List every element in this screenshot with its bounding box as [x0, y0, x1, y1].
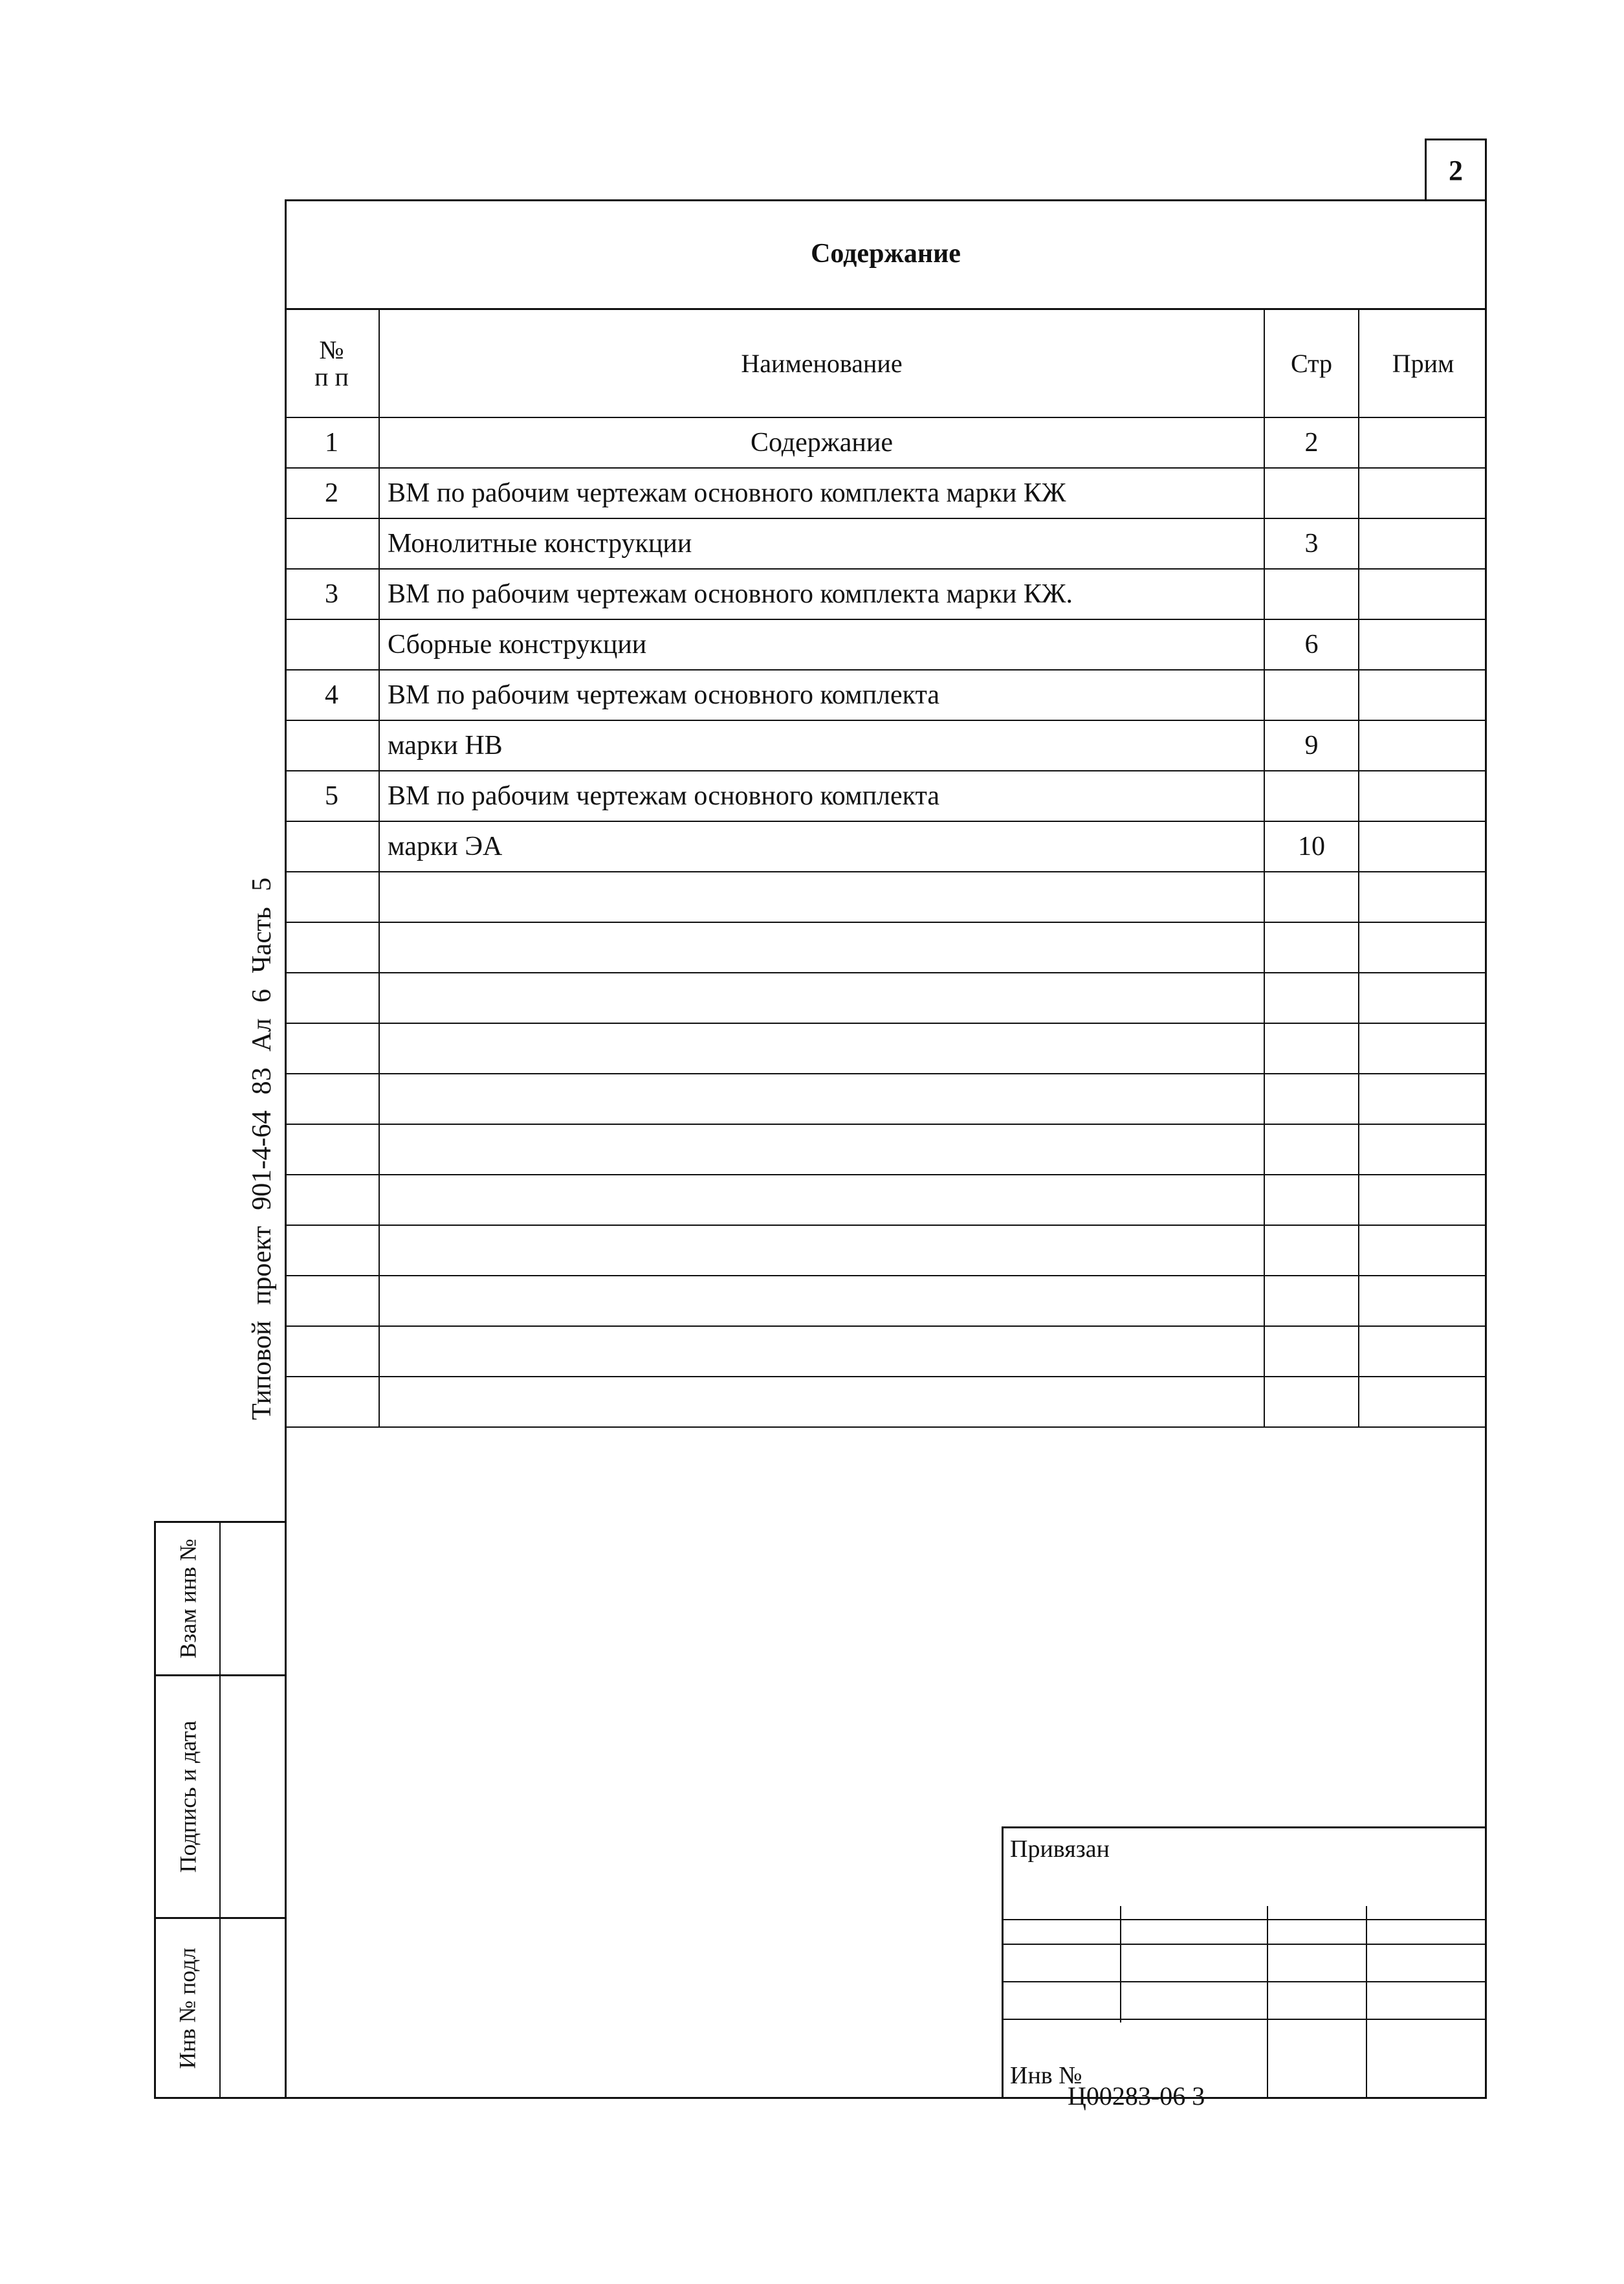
- stamp-inv-podl-value: [219, 1919, 285, 2097]
- binding-rule: [1120, 1906, 1121, 2023]
- row-page: [1264, 1023, 1359, 1074]
- row-note: [1359, 1124, 1487, 1175]
- header-name: Наименование: [379, 310, 1264, 417]
- row-num: [285, 1124, 379, 1175]
- binding-rule: [1004, 1944, 1487, 1945]
- table-row: [285, 922, 1487, 973]
- row-name: [379, 1225, 1264, 1276]
- row-num: [285, 1377, 379, 1427]
- row-page: [1264, 973, 1359, 1023]
- row-num: [285, 872, 379, 922]
- stamp-signature: [154, 1676, 285, 1919]
- table-row: [285, 821, 1487, 872]
- binding-attached: Привязан: [1004, 1828, 1487, 1920]
- row-name: [379, 973, 1264, 1023]
- row-note: [1359, 720, 1487, 771]
- row-num: 3: [285, 569, 379, 619]
- row-name: [379, 1175, 1264, 1225]
- table-header-row: [285, 310, 1487, 417]
- binding-rule: [1267, 1906, 1268, 2099]
- row-page: [1264, 771, 1359, 821]
- stamp-inv-podl: [154, 1917, 285, 2099]
- binding-inv: Инв №: [1010, 2062, 1082, 2089]
- row-page: [1264, 922, 1359, 973]
- row-note: [1359, 973, 1487, 1023]
- row-note: [1359, 771, 1487, 821]
- binding-rule: [1004, 1981, 1487, 1982]
- row-note: [1359, 821, 1487, 872]
- table-row: [285, 1276, 1487, 1326]
- row-num: [285, 821, 379, 872]
- row-note: [1359, 1276, 1487, 1326]
- header-note: Прим: [1359, 310, 1487, 417]
- row-note: [1359, 670, 1487, 720]
- row-num: [285, 720, 379, 771]
- stamp-vzam-inv-value: [219, 1523, 285, 1674]
- header-num-symbol: №: [319, 335, 344, 364]
- row-note: [1359, 1074, 1487, 1124]
- row-page: 9: [1264, 720, 1359, 771]
- row-page: 3: [1264, 518, 1359, 569]
- table-row: [285, 1124, 1487, 1175]
- stamp-vzam-inv-label-cell: [156, 1523, 221, 1674]
- row-num: [285, 518, 379, 569]
- table-row: [285, 872, 1487, 922]
- row-page: [1264, 872, 1359, 922]
- table-row: [285, 771, 1487, 821]
- row-name: [379, 922, 1264, 973]
- row-name: ВМ по рабочим чертежам основного комплекта марки КЖ: [379, 468, 1264, 518]
- header-num: [285, 310, 379, 417]
- row-page: [1264, 1326, 1359, 1377]
- row-name: Содержание: [379, 417, 1264, 468]
- row-note: [1359, 1225, 1487, 1276]
- row-num: [285, 1225, 379, 1276]
- stamp-signature-label-cell: [156, 1676, 221, 1917]
- row-num: 2: [285, 468, 379, 518]
- table-row: [285, 670, 1487, 720]
- table-row: [285, 518, 1487, 569]
- table-body: [285, 417, 1487, 1427]
- row-num: [285, 619, 379, 670]
- row-num: [285, 1276, 379, 1326]
- row-page: [1264, 1074, 1359, 1124]
- table-row: [285, 1225, 1487, 1276]
- row-name: ВМ по рабочим чертежам основного комплекта: [379, 771, 1264, 821]
- row-note: [1359, 1326, 1487, 1377]
- row-note: [1359, 619, 1487, 670]
- row-num: [285, 1175, 379, 1225]
- table-row: [285, 619, 1487, 670]
- row-note: [1359, 468, 1487, 518]
- stamp-signature-value: [219, 1676, 285, 1917]
- row-page: [1264, 1124, 1359, 1175]
- row-page: [1264, 468, 1359, 518]
- binding-rule: [1004, 2019, 1487, 2020]
- table-row: [285, 1326, 1487, 1377]
- row-note: [1359, 1377, 1487, 1427]
- sheet-number: 2: [1425, 139, 1487, 201]
- row-note: [1359, 518, 1487, 569]
- row-name: ВМ по рабочим чертежам основного комплекта марки КЖ.: [379, 569, 1264, 619]
- row-note: [1359, 922, 1487, 973]
- contents-title: Содержание: [285, 199, 1487, 310]
- header-num-abbr: п п: [314, 362, 349, 392]
- table-row: [285, 1175, 1487, 1225]
- stamp-vzam-inv: [154, 1521, 285, 1676]
- side-caption-wrap: [230, 815, 294, 1482]
- row-note: [1359, 417, 1487, 468]
- row-note: [1359, 1175, 1487, 1225]
- stamp-inv-podl-label-cell: [156, 1919, 221, 2097]
- row-name: [379, 1023, 1264, 1074]
- side-caption: Типовой проект 901-4-64 83 Ал 6 Часть 5: [247, 877, 277, 1421]
- row-page: [1264, 1175, 1359, 1225]
- table-row: [285, 569, 1487, 619]
- row-name: Сборные конструкции: [379, 619, 1264, 670]
- row-name: марки НВ: [379, 720, 1264, 771]
- stamp-vzam-inv-label: Взам инв №: [175, 1538, 201, 1659]
- row-name: [379, 872, 1264, 922]
- row-note: [1359, 1023, 1487, 1074]
- table-row: [285, 720, 1487, 771]
- row-name: марки ЭА: [379, 821, 1264, 872]
- table-row: [285, 1023, 1487, 1074]
- row-num: [285, 973, 379, 1023]
- row-page: [1264, 569, 1359, 619]
- row-page: 6: [1264, 619, 1359, 670]
- row-note: [1359, 872, 1487, 922]
- table-row: [285, 417, 1487, 468]
- binding-block: [1002, 1826, 1487, 2099]
- row-name: [379, 1326, 1264, 1377]
- row-num: 5: [285, 771, 379, 821]
- row-name: [379, 1074, 1264, 1124]
- row-name: [379, 1377, 1264, 1427]
- binding-rule: [1366, 1906, 1367, 2099]
- stamp-signature-label: Подпись и дата: [175, 1720, 201, 1873]
- row-page: [1264, 1377, 1359, 1427]
- stamp-inv-podl-label: Инв № подл: [175, 1947, 201, 2069]
- table-row: [285, 1074, 1487, 1124]
- table-row: [285, 1377, 1487, 1427]
- row-page: [1264, 1225, 1359, 1276]
- header-page: Стр: [1264, 310, 1359, 417]
- row-num: [285, 1023, 379, 1074]
- table-row: [285, 973, 1487, 1023]
- contents-table: [285, 310, 1487, 1428]
- row-num: [285, 1074, 379, 1124]
- row-name: Монолитные конструкции: [379, 518, 1264, 569]
- table-row: [285, 468, 1487, 518]
- row-num: 1: [285, 417, 379, 468]
- row-num: [285, 1326, 379, 1377]
- row-num: 4: [285, 670, 379, 720]
- row-page: [1264, 1276, 1359, 1326]
- row-page: 10: [1264, 821, 1359, 872]
- row-name: [379, 1276, 1264, 1326]
- row-num: [285, 922, 379, 973]
- footer-code: Ц00283-06 3: [1068, 2081, 1205, 2111]
- row-page: 2: [1264, 417, 1359, 468]
- row-page: [1264, 670, 1359, 720]
- row-name: [379, 1124, 1264, 1175]
- row-name: ВМ по рабочим чертежам основного комплекта: [379, 670, 1264, 720]
- row-note: [1359, 569, 1487, 619]
